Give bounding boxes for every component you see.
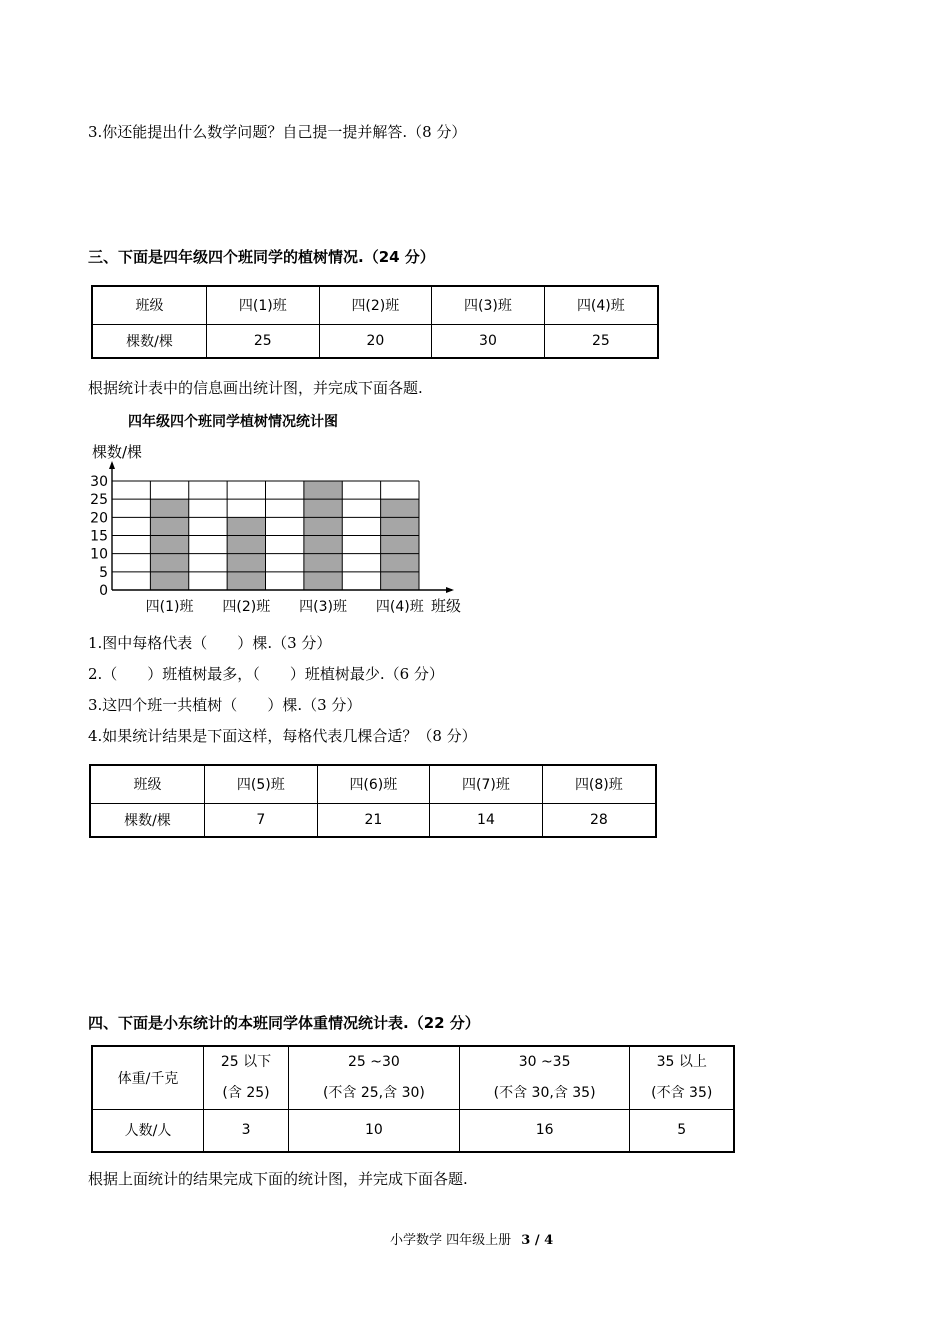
bar	[150, 499, 188, 590]
value-cell: 25	[207, 324, 320, 358]
value-cell: 3	[204, 1110, 289, 1152]
section-3-heading: 三、下面是四年级四个班同学的植树情况.（24 分）	[88, 248, 435, 266]
section-4-heading: 四、下面是小东统计的本班同学体重情况统计表.（22 分）	[88, 1014, 480, 1032]
header-cell: 四(8)班	[542, 765, 656, 803]
x-axis-arrow	[446, 587, 454, 593]
page-footer	[390, 1229, 553, 1248]
range-bottom: (不含 30,含 35)	[493, 1085, 596, 1101]
range-cell	[204, 1046, 289, 1110]
range-top: 30 ~35	[518, 1054, 571, 1070]
range-bottom: (不含 35)	[651, 1085, 713, 1101]
header-cell: 四(2)班	[319, 286, 432, 324]
y-axis-label: 棵数/棵	[92, 443, 143, 461]
row-label: 棵数/棵	[92, 324, 207, 358]
section-4-instruction: 根据上面统计的结果完成下面的统计图，并完成下面各题.	[88, 1170, 468, 1188]
x-tick-label: 四(1)班	[145, 599, 194, 615]
x-tick-labels	[146, 599, 424, 615]
value-cell: 25	[544, 324, 658, 358]
table-header-row	[92, 1046, 734, 1110]
range-top: 25 以下	[220, 1054, 272, 1070]
value-cell: 14	[430, 803, 543, 837]
question-3-prompt: 3.你还能提出什么数学问题？自己提一提并解答.（8 分）	[88, 123, 467, 141]
y-tick-label: 15	[90, 528, 108, 545]
value-cell: 30	[432, 324, 545, 358]
question-3: 3.这四个班一共植树（ ）棵.（3 分）	[88, 696, 362, 714]
value-cell: 20	[319, 324, 432, 358]
table-header-row	[90, 765, 656, 803]
y-tick-label: 5	[99, 564, 108, 581]
value-cell: 21	[317, 803, 430, 837]
question-4: 4.如果统计结果是下面这样，每格代表几棵合适？（8 分）	[88, 727, 477, 745]
row-label: 棵数/棵	[90, 803, 205, 837]
x-tick-label: 四(2)班	[222, 599, 271, 615]
header-cell: 四(1)班	[207, 286, 320, 324]
tree-planting-bar-chart	[80, 405, 480, 620]
y-tick-label: 20	[90, 510, 108, 527]
x-tick-label: 四(4)班	[375, 599, 424, 615]
tree-planting-table-2	[89, 764, 657, 838]
table-row	[92, 324, 658, 358]
header-cell: 四(5)班	[205, 765, 318, 803]
header-cell: 四(7)班	[430, 765, 543, 803]
header-cell: 四(4)班	[544, 286, 658, 324]
y-tick-label: 25	[90, 492, 108, 509]
value-cell: 10	[289, 1110, 460, 1152]
y-tick-label: 10	[90, 546, 108, 563]
chart-title: 四年级四个班同学植树情况统计图	[128, 414, 338, 430]
y-tick-label: 0	[99, 583, 108, 599]
range-cell	[630, 1046, 734, 1110]
bar	[381, 499, 419, 590]
header-cell: 体重/千克	[92, 1046, 204, 1110]
section-3-instruction: 根据统计表中的信息画出统计图，并完成下面各题.	[88, 379, 423, 397]
range-cell	[289, 1046, 460, 1110]
y-axis-arrow	[109, 461, 115, 469]
table-row	[92, 1110, 734, 1152]
question-1: 1.图中每格代表（ ）棵.（3 分）	[88, 634, 332, 652]
value-cell: 16	[459, 1110, 630, 1152]
table-row	[90, 803, 656, 837]
value-cell: 7	[205, 803, 318, 837]
x-axis-label: 班级	[431, 597, 462, 615]
page-number: 3 / 4	[521, 1233, 554, 1248]
value-cell: 28	[542, 803, 656, 837]
y-tick-label: 30	[90, 474, 108, 490]
table-header-row	[92, 286, 658, 324]
header-cell: 四(3)班	[432, 286, 545, 324]
weight-table	[91, 1045, 735, 1153]
footer-text: 小学数学 四年级上册	[390, 1233, 512, 1248]
range-bottom: (不含 25,含 30)	[322, 1085, 425, 1101]
header-cell: 班级	[90, 765, 205, 803]
header-cell: 四(6)班	[317, 765, 430, 803]
row-label: 人数/人	[92, 1110, 204, 1152]
range-cell	[459, 1046, 630, 1110]
range-top: 35 以上	[656, 1054, 707, 1070]
x-tick-label: 四(3)班	[299, 599, 347, 615]
y-tick-labels	[90, 474, 108, 599]
header-cell: 班级	[92, 286, 207, 324]
range-bottom: (含 25)	[222, 1085, 270, 1101]
range-top: 25 ~30	[347, 1054, 400, 1070]
value-cell: 5	[630, 1110, 734, 1152]
tree-planting-table	[91, 285, 659, 359]
question-2: 2.（ ）班植树最多，（ ）班植树最少.（6 分）	[88, 665, 444, 683]
